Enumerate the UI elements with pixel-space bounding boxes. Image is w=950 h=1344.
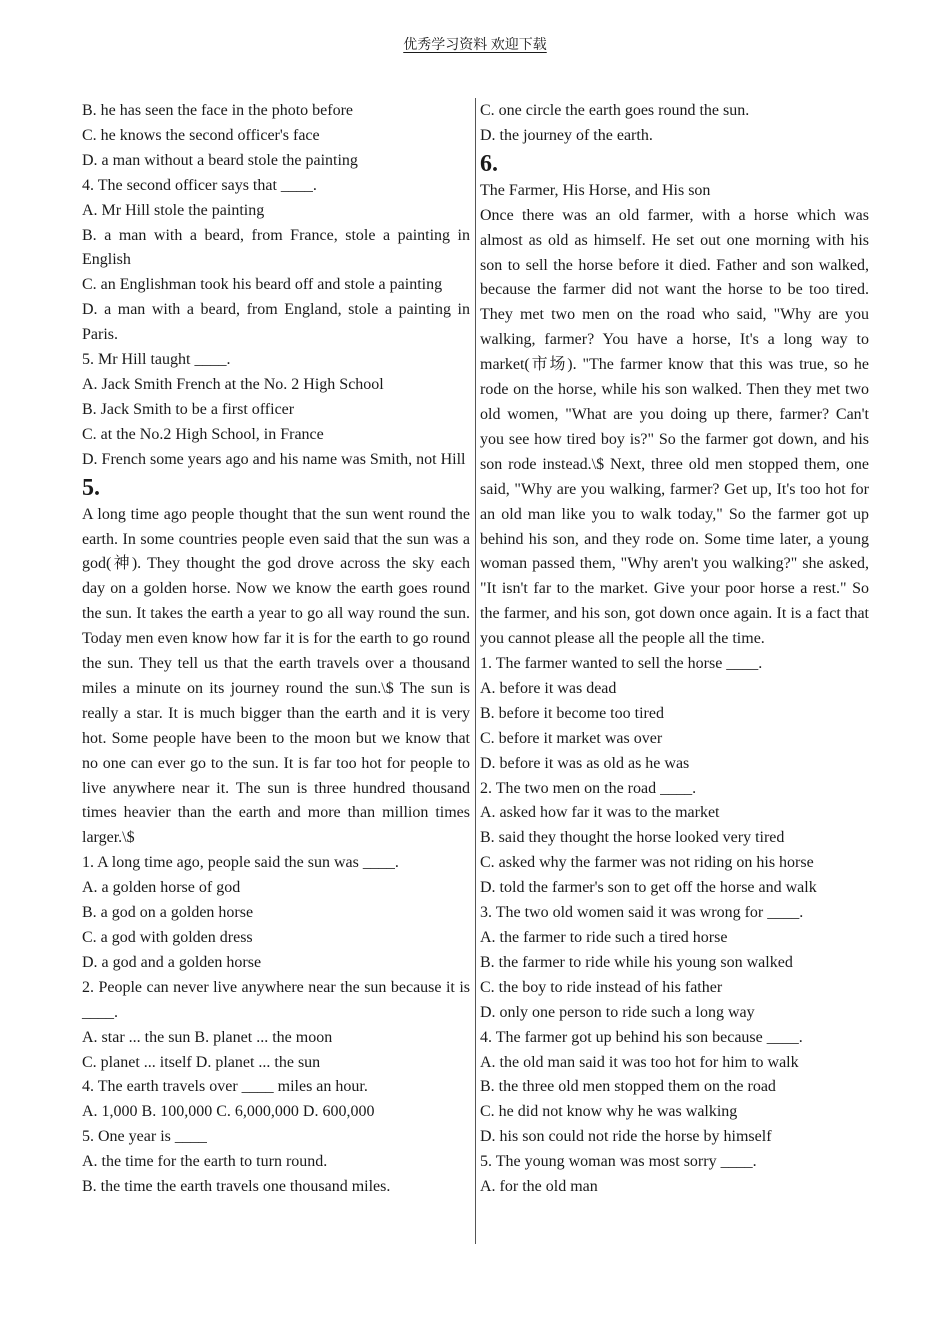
answer-option: B. a god on a golden horse — [82, 904, 254, 922]
question-stem: 5. The young woman was most sorry ____. — [480, 1153, 757, 1171]
right-column — [480, 99, 869, 1200]
answer-option: B. the farmer to ride while his young son walked — [480, 953, 793, 971]
answer-option: D. the journey of the earth. — [480, 126, 653, 144]
answer-option: D. only one person to ride such a long way — [480, 1003, 755, 1021]
answer-option: A. for the old man — [480, 1178, 598, 1196]
section5-passage: A long time ago people thought that the sun went round the earth. In some countries people even said that the sun was a god(神). They thought the god drove across the sky each day on a golden horse. Now we know the earth goes round the sun. It takes the earth a year to go all way round the sun. Today men even know how far it is for the earth to go round the sun. They tell us that the earth travels over a thousand miles a minute on its journey round the sun.\$ The sun is really a star. It is much bigger than the earth and it is very hot. Some people have been to the moon but we know that no one can ever go to the sun. It is far too hot for people to live anywhere near it. The sun is three hundred thousand times heavier than the earth and more than million times larger.\$ — [82, 505, 470, 847]
question-stem: 2. People can never live anywhere near the sun because it is ____. — [82, 978, 470, 1021]
answer-option: A. the old man said it was too hot for him to walk — [480, 1053, 799, 1071]
answer-option: D. his son could not ride the horse by himself — [480, 1128, 772, 1146]
answer-option: D. a man with a beard, from England, stole a painting in Paris. — [82, 301, 470, 344]
answer-option: A. Mr Hill stole the painting — [82, 201, 265, 219]
section6-title: The Farmer, His Horse, and His son — [480, 181, 711, 199]
page-header — [0, 36, 950, 56]
answer-option: C. an Englishman took his beard off and stole a painting — [82, 276, 443, 294]
section-heading-6: 6. — [480, 150, 498, 177]
answer-option: C. a god with golden dress — [82, 929, 253, 946]
answer-option: D. before it was as old as he was — [480, 754, 690, 772]
answer-option: B. the time the earth travels one thousand miles. — [82, 1178, 391, 1196]
question-stem: 4. The second officer says that ____. — [82, 176, 317, 194]
column-divider — [475, 98, 476, 1244]
question-stem: 1. The farmer wanted to sell the horse ____. — [480, 655, 763, 673]
answer-option: D. told the farmer's son to get off the horse and walk — [480, 879, 817, 897]
answer-option: C. planet ... itself D. planet ... the sun — [82, 1053, 321, 1071]
answer-option: A. the farmer to ride such a tired horse — [480, 929, 728, 946]
answer-option: A. asked how far it was to the market — [480, 804, 720, 822]
answer-option: B. the three old men stopped them on the road — [480, 1078, 776, 1096]
text-line: B. he has seen the face in the photo before — [82, 102, 354, 119]
question-stem: 1. A long time ago, people said the sun was ____. — [82, 854, 399, 872]
question-stem: 5. One year is ____ — [82, 1128, 207, 1146]
header-text: 优秀学习资料 欢迎下载 — [403, 38, 547, 53]
question-stem: 2. The two men on the road ____. — [480, 779, 697, 797]
text-line: C. he knows the second officer's face — [82, 126, 320, 144]
answer-option: A. 1,000 B. 100,000 C. 6,000,000 D. 600,000 — [82, 1103, 375, 1121]
answer-option: C. asked why the farmer was not riding on his horse — [480, 854, 814, 872]
section6-passage: Once there was an old farmer, with a horse which was almost as old as himself. He set out one morning with his son to sell the horse before it died. Father and son walked, because the farmer did not want the horse to be too tired. They met two men on the road who said, "Why are you walking, farmer? You have a horse, It's a long way to market(市场). "The farmer know that this was true, so he rode on the horse, while his son walked. Then they met two old women, "What are you doing up there, farmer? Can't you see how tired boy is?" So the farmer got down, and his son rode instead.\$ Next, three old men stopped them, one said, "Why are you walking, farmer? Get up, It's too hot for an old man like you to walk today," So the farmer got up behind his son, and they rode on. Some time later, a young woman passed them, "Why aren't you walking?" she asked, "It isn't far to the market. Give your poor horse a rest." So the farmer, and his son, got down once again. It is a fact that you cannot please all the people all the time. — [480, 206, 869, 648]
answer-option: A. a golden horse of god — [82, 879, 241, 897]
answer-option: A. Jack Smith French at the No. 2 High School — [82, 375, 384, 393]
answer-option: C. before it market was over — [480, 729, 663, 747]
answer-option: C. the boy to ride instead of his father — [480, 978, 723, 996]
answer-option: A. star ... the sun B. planet ... the moon — [82, 1028, 333, 1046]
question-stem: 4. The farmer got up behind his son because ____. — [480, 1028, 803, 1046]
answer-option: B. a man with a beard, from France, stole a painting in English — [82, 226, 470, 269]
answer-option: C. at the No.2 High School, in France — [82, 425, 324, 443]
left-column — [82, 99, 470, 1200]
answer-option: B. before it become too tired — [480, 704, 664, 722]
answer-option: A. before it was dead — [480, 679, 617, 697]
question-stem: 5. Mr Hill taught ____. — [82, 351, 231, 369]
answer-option: B. Jack Smith to be a first officer — [82, 400, 295, 418]
answer-option: C. he did not know why he was walking — [480, 1103, 738, 1121]
answer-option: A. the time for the earth to turn round. — [82, 1153, 328, 1171]
answer-option: B. said they thought the horse looked very tired — [480, 829, 785, 847]
question-stem: 3. The two old women said it was wrong for ____. — [480, 904, 804, 922]
question-stem: 4. The earth travels over ____ miles an hour. — [82, 1078, 368, 1096]
answer-option: D. a god and a golden horse — [82, 953, 262, 971]
answer-option: C. one circle the earth goes round the sun. — [480, 102, 750, 119]
text-line: D. a man without a beard stole the painting — [82, 151, 358, 169]
answer-option: D. French some years ago and his name was Smith, not Hill — [82, 450, 466, 468]
section-heading-5: 5. — [82, 474, 100, 501]
